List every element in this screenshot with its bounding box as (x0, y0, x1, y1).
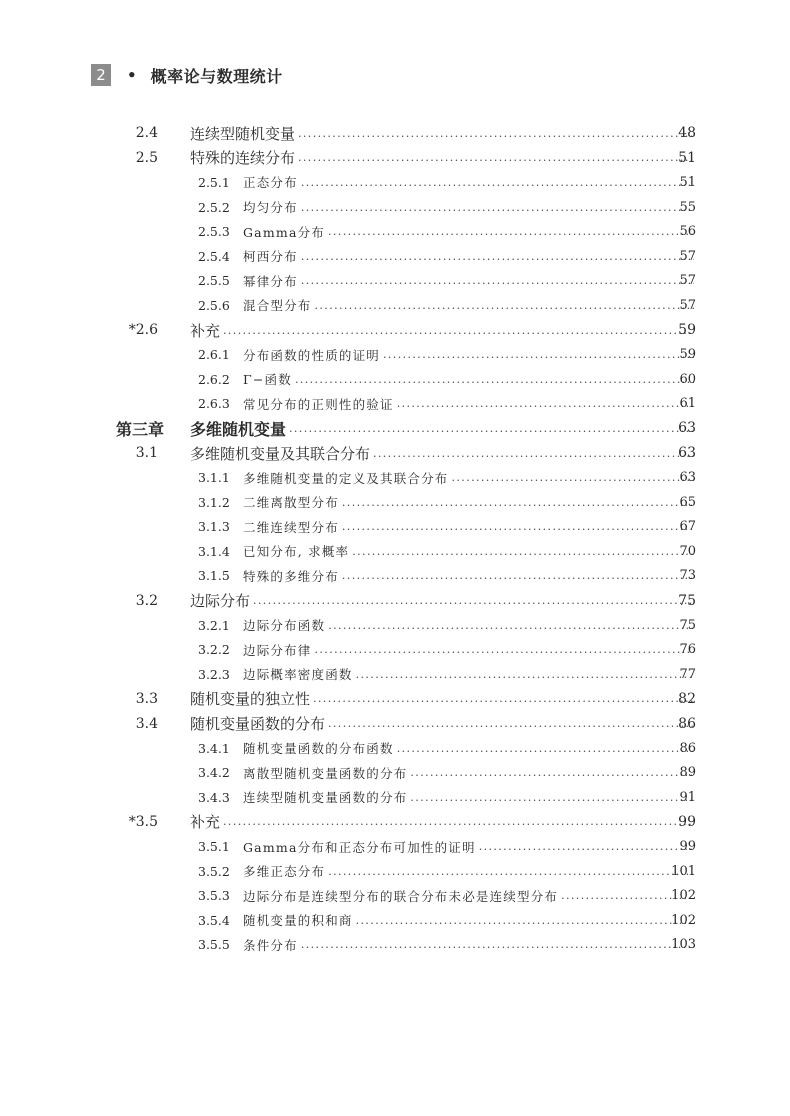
toc-entry-number: 3.5.4 (198, 912, 230, 928)
toc-entry[interactable] (0, 367, 790, 392)
dot-leader (223, 815, 694, 828)
toc-entry-page: 99 (678, 813, 696, 830)
toc-entry[interactable] (0, 687, 790, 712)
toc-entry-page: 102 (671, 888, 696, 904)
dot-leader (342, 569, 694, 582)
toc-entry-number: *3.5 (128, 813, 158, 830)
toc-entry-title: 连续型随机变量 (190, 124, 296, 143)
toc-entry-page: 56 (679, 224, 696, 240)
toc-entry-number: 2.5.3 (198, 224, 230, 240)
toc-entry[interactable] (0, 269, 790, 294)
dot-leader (328, 225, 694, 238)
toc-entry-number: 3.2.1 (198, 617, 230, 633)
dot-leader (223, 324, 694, 337)
toc-entry-title: 补充 (190, 813, 221, 832)
toc-entry-title: 边际分布是连续型分布的联合分布未必是连续型分布 (243, 888, 559, 904)
toc-entry-title: 混合型分布 (243, 298, 312, 314)
toc-entry[interactable] (0, 219, 790, 244)
toc-entry-page: 67 (679, 519, 696, 535)
toc-entry-number: 3.1.4 (198, 543, 230, 559)
toc-entry-number: 3.2.2 (198, 642, 230, 658)
toc-entry-title: 离散型随机变量函数的分布 (243, 765, 408, 781)
toc-entry-title: 二维连续型分布 (243, 519, 339, 535)
dot-leader (356, 668, 694, 681)
dot-leader (313, 692, 694, 705)
toc-entry-number: 2.5 (135, 149, 158, 166)
toc-entry[interactable] (0, 170, 790, 195)
toc-entry-title: 随机变量函数的分布函数 (243, 741, 394, 757)
dot-leader (328, 619, 694, 632)
toc-entry[interactable] (0, 515, 790, 540)
toc-entry[interactable] (0, 711, 790, 736)
dot-leader (352, 545, 694, 558)
toc-entry-page: 89 (679, 765, 696, 781)
dot-leader (253, 594, 694, 607)
toc-entry-page: 86 (678, 715, 696, 732)
toc-chapter-title: 多维随机变量 (190, 419, 287, 439)
toc-entry-title: 特殊的连续分布 (190, 149, 296, 168)
running-header (91, 63, 283, 87)
toc-entry-number: 2.5.1 (198, 174, 230, 190)
toc-entry-number: 3.5.1 (198, 839, 230, 855)
dot-leader (397, 397, 694, 410)
toc-entry-number: 2.6.3 (198, 396, 230, 412)
toc-entry-number: 2.5.4 (198, 248, 230, 264)
toc-entry-number: 2.6.1 (198, 347, 230, 363)
toc-entry-number: 3.1 (135, 445, 158, 462)
toc-entry[interactable] (0, 662, 790, 687)
toc-entry-page: 57 (679, 297, 696, 313)
toc-entry-title: Gamma分布和正态分布可加性的证明 (243, 839, 476, 855)
toc-entry[interactable] (0, 146, 790, 171)
toc-entry[interactable] (0, 859, 790, 884)
dot-leader (328, 717, 694, 730)
toc-entry-page: 77 (679, 666, 696, 682)
toc-entry-title: 补充 (190, 321, 221, 340)
toc-entry-page: 75 (679, 617, 696, 633)
toc-entry-title: Gamma分布 (243, 224, 325, 240)
dot-leader (295, 373, 694, 386)
toc-entry-number: 3.1.3 (198, 519, 230, 535)
toc-entry[interactable] (0, 810, 790, 835)
dot-leader (356, 914, 694, 927)
toc-entry[interactable] (0, 195, 790, 220)
toc-entry-page: 102 (671, 912, 696, 928)
toc-entry-number: 3.1.1 (198, 470, 230, 486)
toc-entry-page: 48 (678, 125, 696, 142)
dot-leader (479, 840, 694, 853)
dot-leader (301, 250, 694, 263)
toc-entry-title: 随机变量的积和商 (243, 913, 353, 929)
dot-leader (315, 643, 694, 656)
toc-entry-title: 随机变量函数的分布 (190, 715, 326, 734)
toc-entry-number: 2.5.5 (198, 273, 230, 289)
toc-entry-title: 幂律分布 (243, 273, 298, 289)
toc-entry-page: 51 (678, 149, 696, 166)
toc-entry-number: 2.5.6 (198, 297, 230, 313)
toc-entry-title: 连续型随机变量函数的分布 (243, 790, 408, 806)
dot-leader (383, 348, 694, 361)
toc-entry-page: 99 (679, 839, 696, 855)
toc-entry-title: 边际分布函数 (243, 618, 326, 634)
dot-leader (301, 938, 694, 951)
dot-leader (315, 299, 694, 312)
toc-entry-number: 3.5.5 (198, 937, 230, 953)
toc-entry-page: 70 (679, 543, 696, 559)
toc-entry[interactable] (0, 637, 790, 662)
toc-entry[interactable] (0, 834, 790, 859)
toc-entry-title: 多维正态分布 (243, 864, 326, 880)
toc-entry-number: 3.4.2 (198, 765, 230, 781)
dot-leader (410, 791, 694, 804)
toc-entry[interactable] (0, 908, 790, 933)
dot-leader (289, 422, 694, 435)
page-number-badge: 2 (91, 64, 111, 86)
toc-entry-title: Γ−函数 (243, 372, 292, 388)
toc-entry-page: 55 (679, 199, 696, 215)
toc-entry-number: 3.1.5 (198, 568, 230, 584)
toc-entry-title: 特殊的多维分布 (243, 568, 339, 584)
toc-entry-number: 3.4 (135, 715, 158, 732)
toc-entry-page: 59 (679, 347, 696, 363)
toc-entry-page: 91 (679, 789, 696, 805)
toc-entry-page: 65 (679, 494, 696, 510)
toc-entry[interactable] (0, 564, 790, 589)
toc-entry-number: 2.6.2 (198, 371, 230, 387)
toc-entry-number: 3.5.3 (198, 888, 230, 904)
toc-entry[interactable] (0, 736, 790, 761)
toc-entry[interactable] (0, 933, 790, 958)
toc-entry-page: 86 (679, 740, 696, 756)
toc-entry-title: 分布函数的性质的证明 (243, 347, 381, 363)
toc-entry-title: 多维随机变量及其联合分布 (190, 444, 371, 463)
dot-leader (410, 766, 694, 779)
toc-entry[interactable] (0, 465, 790, 490)
toc-entry-title: 常见分布的正则性的验证 (243, 396, 394, 412)
toc-entry[interactable] (0, 760, 790, 785)
toc-entry[interactable] (0, 539, 790, 564)
toc-entry-number: 3.2 (135, 592, 158, 609)
dot-leader (298, 127, 694, 140)
toc-entry-number: 2.5.2 (198, 199, 230, 215)
toc-entry[interactable] (0, 244, 790, 269)
toc-entry-page: 57 (679, 248, 696, 264)
dot-leader (301, 201, 694, 214)
toc-entry-number: 3.4.1 (198, 740, 230, 756)
dot-leader (301, 274, 694, 287)
toc-entry-page: 75 (678, 592, 696, 609)
toc-entry-page: 63 (678, 420, 696, 437)
toc-entry[interactable] (0, 785, 790, 810)
toc-entry[interactable] (0, 293, 790, 318)
toc-entry-page: 59 (678, 322, 696, 339)
toc-entry-title: 柯西分布 (243, 249, 298, 265)
toc-entry-page: 60 (679, 371, 696, 387)
dot-leader (452, 471, 694, 484)
toc-entry[interactable] (0, 883, 790, 908)
toc-entry-title: 条件分布 (243, 937, 298, 953)
toc-chapter-number: 第三章 (116, 419, 165, 439)
toc-entry[interactable] (0, 318, 790, 343)
header-bullet: • (127, 66, 137, 84)
toc-entry-page: 103 (671, 937, 696, 953)
toc-entry[interactable] (0, 441, 790, 466)
toc-entry-title: 已知分布, 求概率 (243, 544, 350, 560)
toc-entry-page: 61 (679, 396, 696, 412)
toc-entry-page: 51 (679, 174, 696, 190)
toc-entry[interactable] (0, 342, 790, 367)
toc-entry-page: 82 (678, 690, 696, 707)
toc-entry-title: 随机变量的独立性 (190, 690, 311, 709)
dot-leader (397, 742, 694, 755)
toc-entry-title: 边际概率密度函数 (243, 667, 353, 683)
dot-leader (373, 447, 694, 460)
toc-entry-title: 二维离散型分布 (243, 495, 339, 511)
toc-entry-title: 边际分布 (190, 592, 251, 611)
toc-entry-number: 3.3 (135, 690, 158, 707)
dot-leader (298, 151, 694, 164)
toc-chapter-entry[interactable] (0, 416, 790, 441)
dot-leader (328, 865, 694, 878)
toc-entry-title: 边际分布律 (243, 642, 312, 658)
toc-entry[interactable] (0, 613, 790, 638)
toc-entry-page: 101 (671, 863, 696, 879)
dot-leader (342, 496, 694, 509)
toc-entry-number: *2.6 (128, 322, 158, 339)
toc-entry[interactable] (0, 392, 790, 417)
toc-entry-number: 3.1.2 (198, 494, 230, 510)
toc-entry-page: 73 (679, 568, 696, 584)
toc-entry-page: 63 (679, 470, 696, 486)
toc-entry-number: 3.2.3 (198, 666, 230, 682)
toc-entry-page: 57 (679, 273, 696, 289)
toc-entry-page: 63 (678, 445, 696, 462)
toc-entry-title: 多维随机变量的定义及其联合分布 (243, 470, 449, 486)
toc-entry[interactable] (0, 588, 790, 613)
toc-entry-page: 76 (679, 642, 696, 658)
toc-entry-number: 3.5.2 (198, 863, 230, 879)
toc-entry[interactable] (0, 121, 790, 146)
dot-leader (342, 520, 694, 533)
dot-leader (301, 176, 694, 189)
toc-entry-number: 2.4 (135, 125, 158, 142)
toc-entry-title: 均匀分布 (243, 200, 298, 216)
book-title: 概率论与数理统计 (150, 66, 283, 86)
toc-entry-title: 正态分布 (243, 175, 298, 191)
toc-entry[interactable] (0, 490, 790, 515)
table-of-contents (0, 121, 790, 957)
toc-entry-number: 3.4.3 (198, 789, 230, 805)
